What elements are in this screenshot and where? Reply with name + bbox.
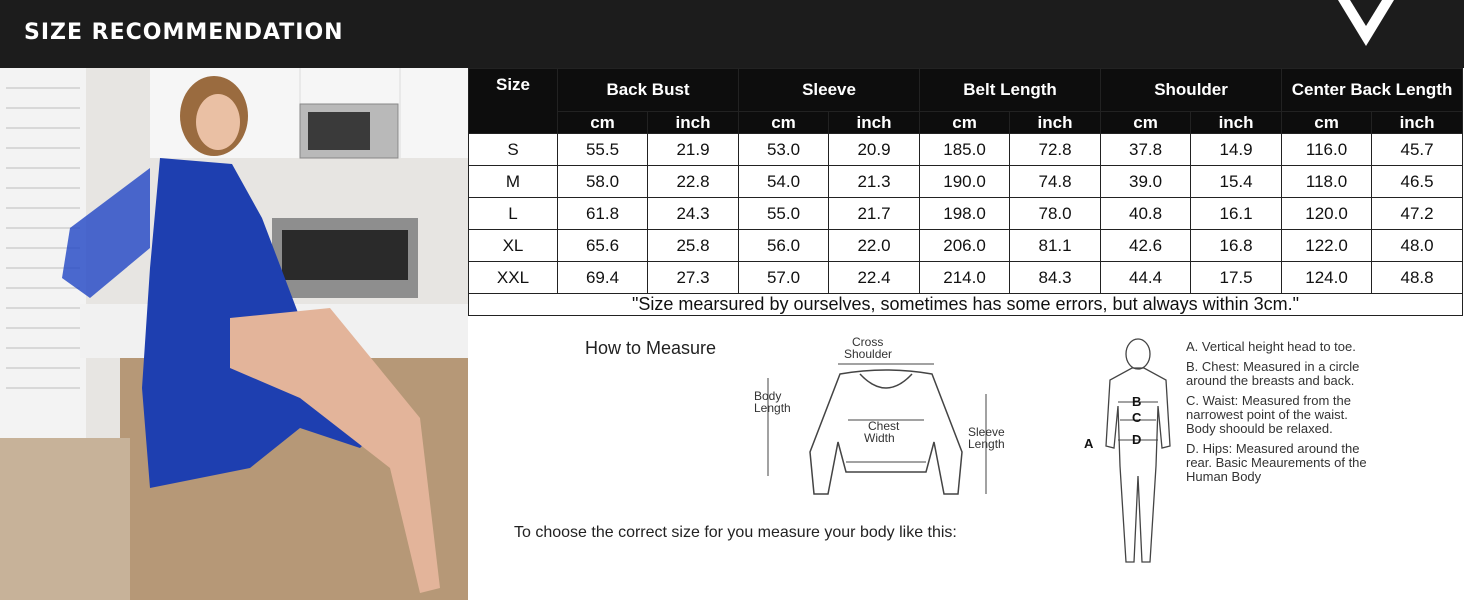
- legend-item: A. Vertical height head to toe.: [1186, 339, 1356, 354]
- unit-header: cm: [739, 112, 829, 134]
- table-cell: 81.1: [1010, 230, 1101, 262]
- table-cell: 56.0: [739, 230, 829, 262]
- table-cell: 14.9: [1191, 134, 1282, 166]
- table-cell: 57.0: [739, 262, 829, 294]
- table-cell: 17.5: [1191, 262, 1282, 294]
- table-cell: 120.0: [1282, 198, 1372, 230]
- unit-header: inch: [1191, 112, 1282, 134]
- size-column-header: Size: [469, 69, 558, 134]
- label-d: D: [1132, 432, 1142, 447]
- sleeve-header: Sleeve: [739, 69, 920, 112]
- chevron-down-icon: [1338, 0, 1394, 48]
- label-c: C: [1132, 410, 1142, 425]
- table-cell: 72.8: [1010, 134, 1101, 166]
- unit-header: cm: [920, 112, 1010, 134]
- size-cell: L: [469, 198, 558, 230]
- size-table: [468, 68, 1463, 316]
- measurement-legend: [1186, 340, 1376, 490]
- unit-header: inch: [648, 112, 739, 134]
- table-cell: 198.0: [920, 198, 1010, 230]
- table-cell: 48.0: [1372, 230, 1463, 262]
- size-cell: M: [469, 166, 558, 198]
- table-row: [469, 134, 1463, 166]
- table-cell: 74.8: [1010, 166, 1101, 198]
- table-cell: 47.2: [1372, 198, 1463, 230]
- size-cell: XXL: [469, 262, 558, 294]
- table-cell: 27.3: [648, 262, 739, 294]
- table-cell: 25.8: [648, 230, 739, 262]
- table-cell: 21.9: [648, 134, 739, 166]
- cross-shoulder-label: Cross: [852, 335, 884, 349]
- label-a: A: [1084, 436, 1094, 451]
- table-row: [469, 262, 1463, 294]
- how-to-measure-title: How to Measure: [585, 338, 717, 358]
- table-cell: 42.6: [1101, 230, 1191, 262]
- table-cell: 78.0: [1010, 198, 1101, 230]
- unit-header: cm: [1282, 112, 1372, 134]
- table-cell: 20.9: [829, 134, 920, 166]
- how-to-measure-section: [468, 318, 1464, 600]
- table-cell: 65.6: [558, 230, 648, 262]
- garment-diagram: [748, 332, 1038, 512]
- unit-header: cm: [558, 112, 648, 134]
- table-cell: 21.3: [829, 166, 920, 198]
- table-cell: 22.4: [829, 262, 920, 294]
- table-cell: 40.8: [1101, 198, 1191, 230]
- body-length-label: Length: [754, 401, 791, 415]
- legend-item: B. Chest: Measured in a circle around the breasts and back.: [1186, 359, 1360, 388]
- table-cell: 46.5: [1372, 166, 1463, 198]
- table-row: [469, 198, 1463, 230]
- table-cell: 84.3: [1010, 262, 1101, 294]
- size-cell: S: [469, 134, 558, 166]
- table-cell: 124.0: [1282, 262, 1372, 294]
- body-figure-diagram: [1080, 336, 1180, 568]
- sleeve-length-label: Length: [968, 437, 1005, 451]
- table-cell: 39.0: [1101, 166, 1191, 198]
- center-back-length-header: Center Back Length: [1282, 69, 1463, 112]
- table-cell: 55.0: [739, 198, 829, 230]
- table-cell: 16.1: [1191, 198, 1282, 230]
- table-cell: 22.8: [648, 166, 739, 198]
- measurement-note: "Size mearsured by ourselves, sometimes has some errors, but always within 3cm.": [469, 294, 1463, 316]
- table-cell: 22.0: [829, 230, 920, 262]
- table-cell: 58.0: [558, 166, 648, 198]
- unit-header: inch: [1372, 112, 1463, 134]
- table-cell: 69.4: [558, 262, 648, 294]
- product-photo: [0, 68, 468, 600]
- table-cell: 185.0: [920, 134, 1010, 166]
- table-cell: 61.8: [558, 198, 648, 230]
- back-bust-header: Back Bust: [558, 69, 739, 112]
- table-row: [469, 230, 1463, 262]
- table-cell: 53.0: [739, 134, 829, 166]
- sleeve-length-label: Sleeve: [968, 425, 1005, 439]
- instruction-text: To choose the correct size for you measure your body like this:: [514, 524, 957, 541]
- table-row: [469, 166, 1463, 198]
- unit-header: inch: [829, 112, 920, 134]
- chest-width-label: Width: [864, 431, 895, 445]
- body-length-label: Body: [754, 389, 782, 403]
- cross-shoulder-label: Shoulder: [844, 347, 893, 361]
- legend-item: D. Hips: Measured around the rear. Basic Meaurements of the Human Body: [1186, 441, 1367, 484]
- size-cell: XL: [469, 230, 558, 262]
- belt-length-header: Belt Length: [920, 69, 1101, 112]
- table-cell: 15.4: [1191, 166, 1282, 198]
- table-cell: 206.0: [920, 230, 1010, 262]
- table-cell: 118.0: [1282, 166, 1372, 198]
- table-cell: 44.4: [1101, 262, 1191, 294]
- chest-width-label: Chest: [868, 419, 900, 433]
- table-cell: 54.0: [739, 166, 829, 198]
- table-cell: 116.0: [1282, 134, 1372, 166]
- table-cell: 48.8: [1372, 262, 1463, 294]
- table-cell: 24.3: [648, 198, 739, 230]
- header-banner: [0, 0, 1464, 68]
- table-cell: 21.7: [829, 198, 920, 230]
- legend-item: C. Waist: Measured from the narrowest point of the waist. Body shoould be relaxed.: [1186, 393, 1351, 436]
- table-cell: 45.7: [1372, 134, 1463, 166]
- size-table-area: [468, 68, 1464, 318]
- unit-header: inch: [1010, 112, 1101, 134]
- page-title: SIZE RECOMMENDATION: [24, 20, 344, 45]
- table-cell: 214.0: [920, 262, 1010, 294]
- shoulder-header: Shoulder: [1101, 69, 1282, 112]
- table-cell: 122.0: [1282, 230, 1372, 262]
- note-row: [469, 294, 1463, 316]
- unit-header: cm: [1101, 112, 1191, 134]
- table-cell: 190.0: [920, 166, 1010, 198]
- label-b: B: [1132, 394, 1142, 409]
- table-cell: 16.8: [1191, 230, 1282, 262]
- table-cell: 55.5: [558, 134, 648, 166]
- table-cell: 37.8: [1101, 134, 1191, 166]
